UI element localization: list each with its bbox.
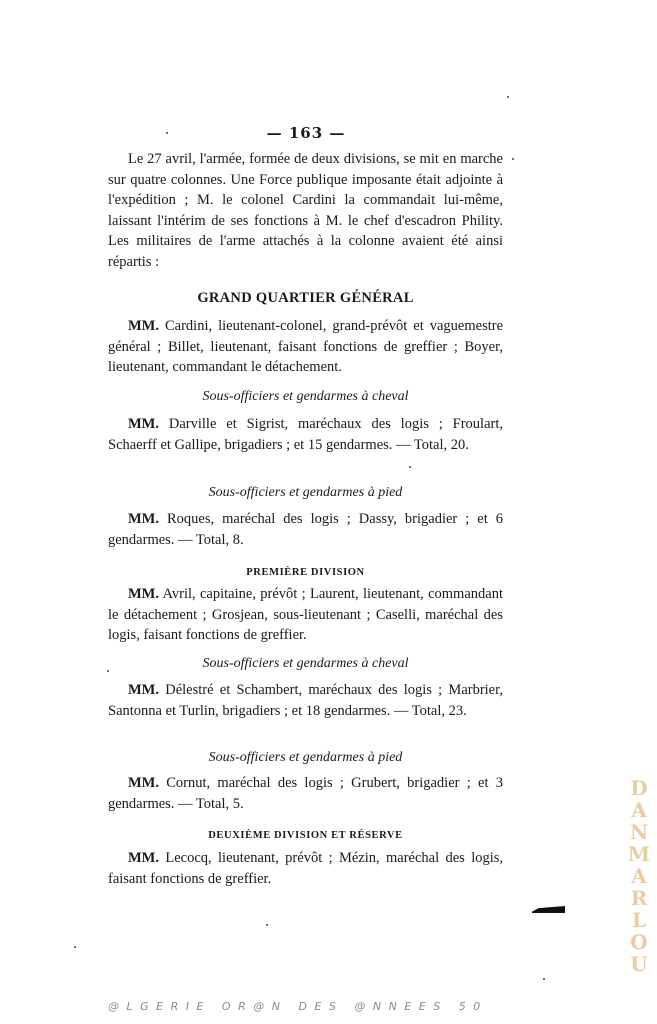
ink-mark [532,906,565,913]
cheval-paragraph [108,680,503,721]
staff-text: Lecocq, lieutenant, prévôt ; Mézin, maréchal des logis, faisant fonctions de greffier. [108,850,504,887]
subheading-cheval: Sous-officiers et gendarmes à cheval [202,389,409,404]
mm-label: MM. [128,511,159,527]
subheading-block [108,748,503,769]
section-deuxieme-division [108,826,503,847]
pied-text: Roques, maréchal des logis ; Dassy, brigadier ; et 6 gendarmes. — Total, 8. [108,511,503,548]
mm-label: MM. [128,318,159,334]
staff-text: Cardini, lieutenant-colonel, grand-prévôt et vaguemestre général ; Billet, lieutenant, faisant fonctions de greffier ; Boyer, lieutenant, commandant le détachement. [108,318,504,375]
intro-paragraph [108,149,503,272]
speck [166,132,168,134]
mm-label: MM. [128,682,159,698]
cheval-text: Darville et Sigrist, maréchaux des logis ; Froulart, Schaerff et Gallipe, brigadiers ; et 15 gendarmes. — Total, 20. [108,416,504,453]
speck [107,670,109,672]
speck [507,96,509,98]
mm-label: MM. [128,416,159,432]
pied-paragraph [108,773,503,814]
speck [512,158,514,160]
mm-label: MM. [128,775,159,791]
section-heading: PREMIÈRE DIVISION [246,567,365,578]
mm-label: MM. [128,850,159,866]
page-number: — 163 — [266,124,346,142]
pied-paragraph [108,509,503,550]
staff-paragraph [108,848,503,889]
speck [74,946,76,948]
pied-text: Cornut, maréchal des logis ; Grubert, brigadier ; et 3 gendarmes. — Total, 5. [108,775,504,812]
subheading-block [108,654,503,675]
cheval-text: Délestré et Schambert, maréchaux des logis ; Marbrier, Santonna et Turlin, brigadiers ; et 18 gendarmes. — Total, 23. [108,682,503,719]
staff-paragraph [108,584,503,646]
speck [543,978,545,980]
intro-text: Le 27 avril, l'armée, formée de deux divisions, se mit en marche sur quatre colonnes. Une Force publique imposante était adjointe à l'expédition ; M. le colonel Cardini la commandait lui-même, laissant l'intérim de ses fonctions à M. le chef d'escadron Phility. Les militaires de l'arme attachés à la colonne avaient été ainsi répartis : [108,151,503,270]
section-heading: DEUXIÈME DIVISION ET RÉSERVE [208,830,403,841]
cheval-paragraph [108,414,503,455]
subheading-block [108,387,503,408]
subheading-block [108,483,503,504]
footer-text: @LGERIE OR@N DES @NNEES 50 [108,1000,488,1013]
staff-paragraph [108,316,503,378]
section-heading: GRAND QUARTIER GÉNÉRAL [197,290,414,306]
watermark: DANMARLOU [627,776,651,974]
mm-label: MM. [128,586,159,602]
section-premiere-division [108,563,503,584]
subheading-pied: Sous-officiers et gendarmes à pied [208,485,403,500]
section-grand-quartier [108,288,503,309]
subheading-cheval: Sous-officiers et gendarmes à cheval [202,656,409,671]
staff-text: Avril, capitaine, prévôt ; Laurent, lieutenant, commandant le détachement ; Grosjean, sous-lieutenant ; Caselli, maréchal des logis, faisant fonctions de greffier. [108,586,503,643]
speck [266,924,268,926]
speck [409,466,411,468]
subheading-pied: Sous-officiers et gendarmes à pied [208,750,403,765]
